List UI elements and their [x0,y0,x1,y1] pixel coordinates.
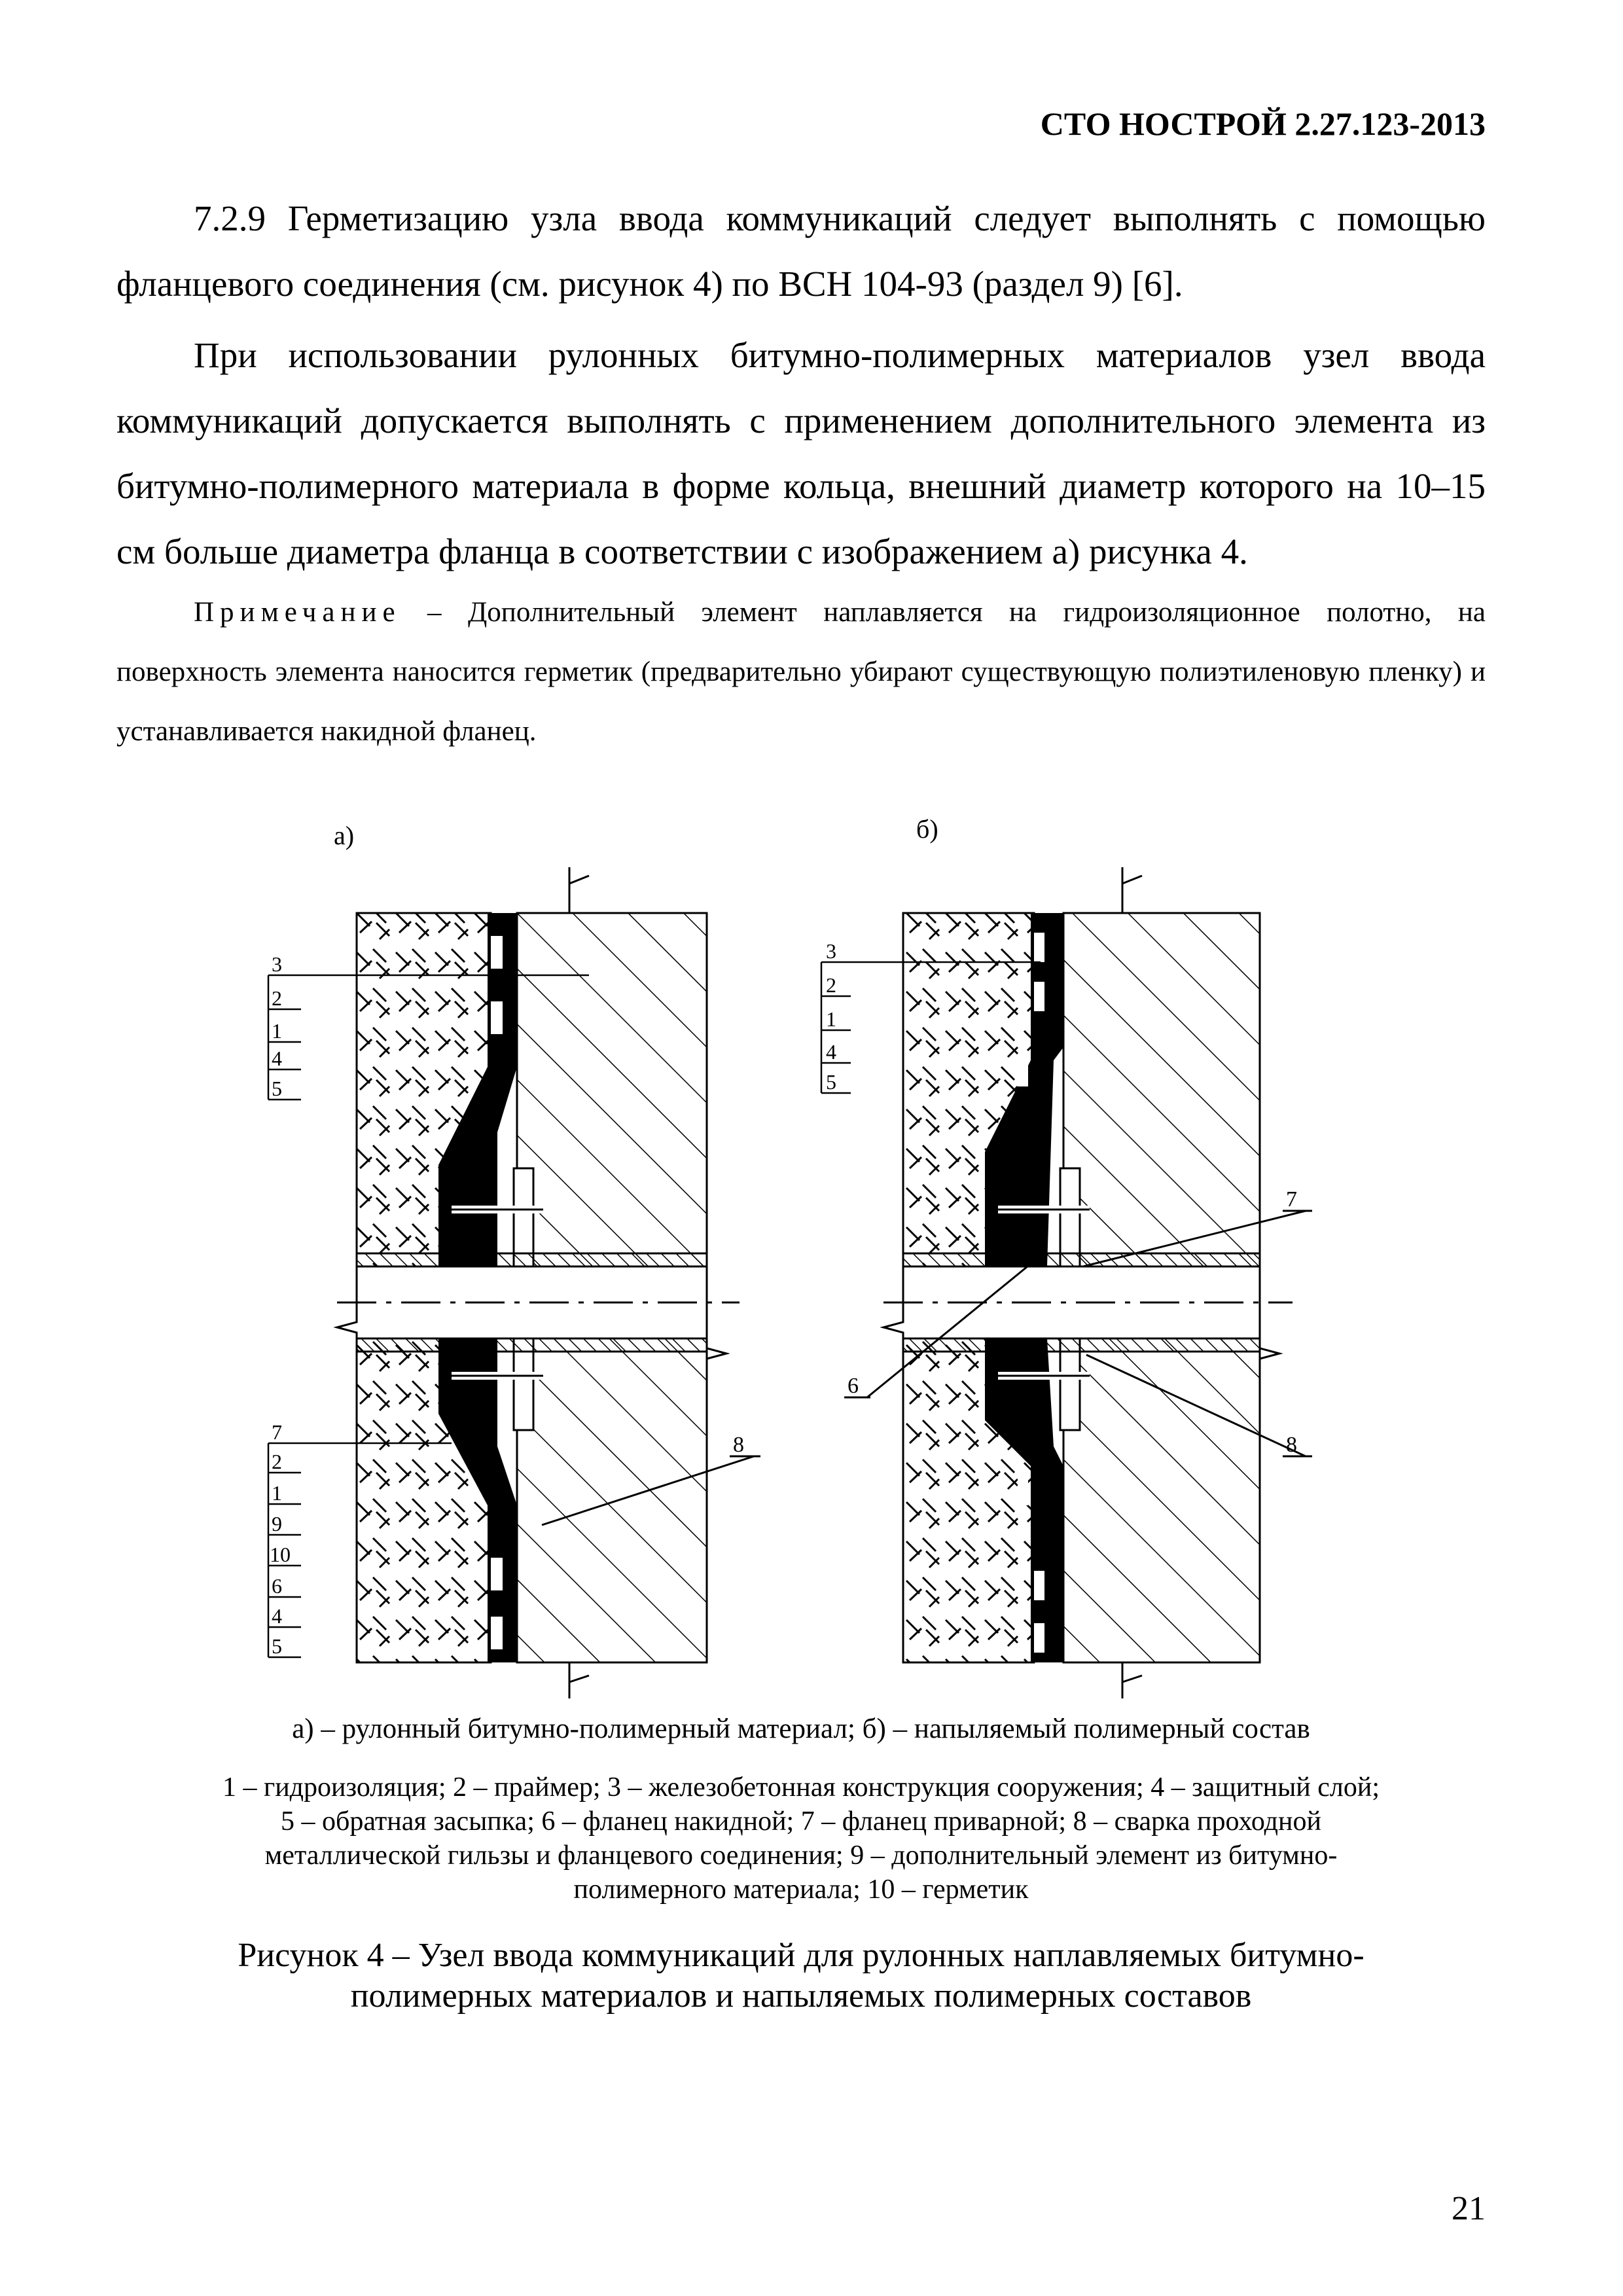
a-top-callout-3: 3 [272,952,282,976]
b-flange-top [1060,1168,1080,1266]
b-callout-6: 6 [847,1374,859,1398]
a-bottom-callout-9: 9 [272,1512,282,1535]
a-pipe-wall-top [357,1253,707,1266]
b-top-callout-3: 3 [826,939,836,963]
b-top-callout-5: 5 [826,1070,836,1094]
figure-title-line: полимерных материалов и напыляемых полимерных составов [350,1977,1252,2015]
a-pipe-wall-bottom [357,1338,707,1352]
legend-line: 1 – гидроизоляция; 2 – праймер; 3 – железобетонная конструкция сооружения; 4 – защитный слой; [222,1772,1380,1803]
figure-title-line: Рисунок 4 – Узел ввода коммуникаций для рулонных наплавляемых битумно- [238,1937,1364,1974]
b-concrete-bottom [1063,1338,1260,1662]
a-bottom-callout-5: 5 [272,1634,282,1658]
a-bottom-callout-1: 1 [272,1481,282,1505]
a-bottom-callout-6: 6 [272,1574,282,1598]
a-top-callout-4: 4 [272,1047,282,1070]
page-number: 21 [1452,2190,1486,2227]
a-top-callout-1: 1 [272,1019,282,1043]
a-concrete-top [517,913,707,1266]
note-text: – Дополнительный элемент наплавляется на гидроизоляционное полотно, на поверхность элемента наносится герметик (предварительно убирают существующую полиэтиленовую пленку) и устанавливается накидной фланец. [116,597,1486,747]
b-pipe-wall-top [903,1253,1260,1266]
b-top-callout-1: 1 [826,1007,836,1031]
figure-legend [116,1770,1486,1907]
a-top-callout-5: 5 [272,1077,282,1100]
a-bottom-callout-10: 10 [270,1543,291,1566]
a-bottom-callout-4: 4 [272,1604,282,1628]
paragraph-7-2-9: 7.2.9 Герметизацию узла ввода коммуникаций следует выполнять с помощью фланцевого соединения (см. рисунок 4) по ВСН 104-93 (раздел 9) [6]. [116,198,1486,304]
b-pipe-wall-bottom [903,1338,1260,1352]
panel-a [337,867,760,1698]
b-top-callout-4: 4 [826,1040,836,1064]
note [116,583,1486,761]
b-callout-7: 7 [1286,1187,1297,1211]
panel-b-label: б) [916,814,938,844]
figure-title [116,1935,1486,2017]
document-header: СТО НОСТРОЙ 2.27.123-2013 [1040,105,1486,142]
panel-a-label: а) [334,821,355,850]
paragraph-rolled-materials: При использовании рулонных битумно-полимерных материалов узел ввода коммуникаций допускается выполнять с применением дополнительного элемента из битумно-полимерного материала в форме кольца, внешний диаметр которого на 10–15 см больше диаметра фланца в соответствии с изображением а) рисунка 4. [116,335,1486,571]
a-flange-top [514,1168,533,1266]
b-concrete-top [1063,913,1260,1266]
legend-line: полимерного материала; 10 – герметик [573,1874,1029,1905]
a-bottom-callout-7: 7 [272,1420,282,1444]
note-label: Примечание [194,597,401,628]
legend-line: 5 – обратная засыпка; 6 – фланец накидной; 7 – фланец приварной; 8 – сварка проходной [281,1806,1321,1837]
panel-b [844,867,1312,1698]
a-callout-8: 8 [733,1433,744,1457]
a-concrete-bottom [517,1338,707,1662]
figure-4-drawing [0,785,1623,1702]
a-top-callout-2: 2 [272,986,282,1010]
figure-subcaption: а) – рулонный битумно-полимерный материал; б) – напыляемый полимерный состав [292,1713,1310,1744]
b-top-callout-2: 2 [826,973,836,997]
b-callout-8: 8 [1286,1433,1297,1457]
a-bottom-callout-2: 2 [272,1450,282,1473]
legend-line: металлической гильзы и фланцевого соединения; 9 – дополнительный элемент из битумно- [264,1840,1338,1871]
